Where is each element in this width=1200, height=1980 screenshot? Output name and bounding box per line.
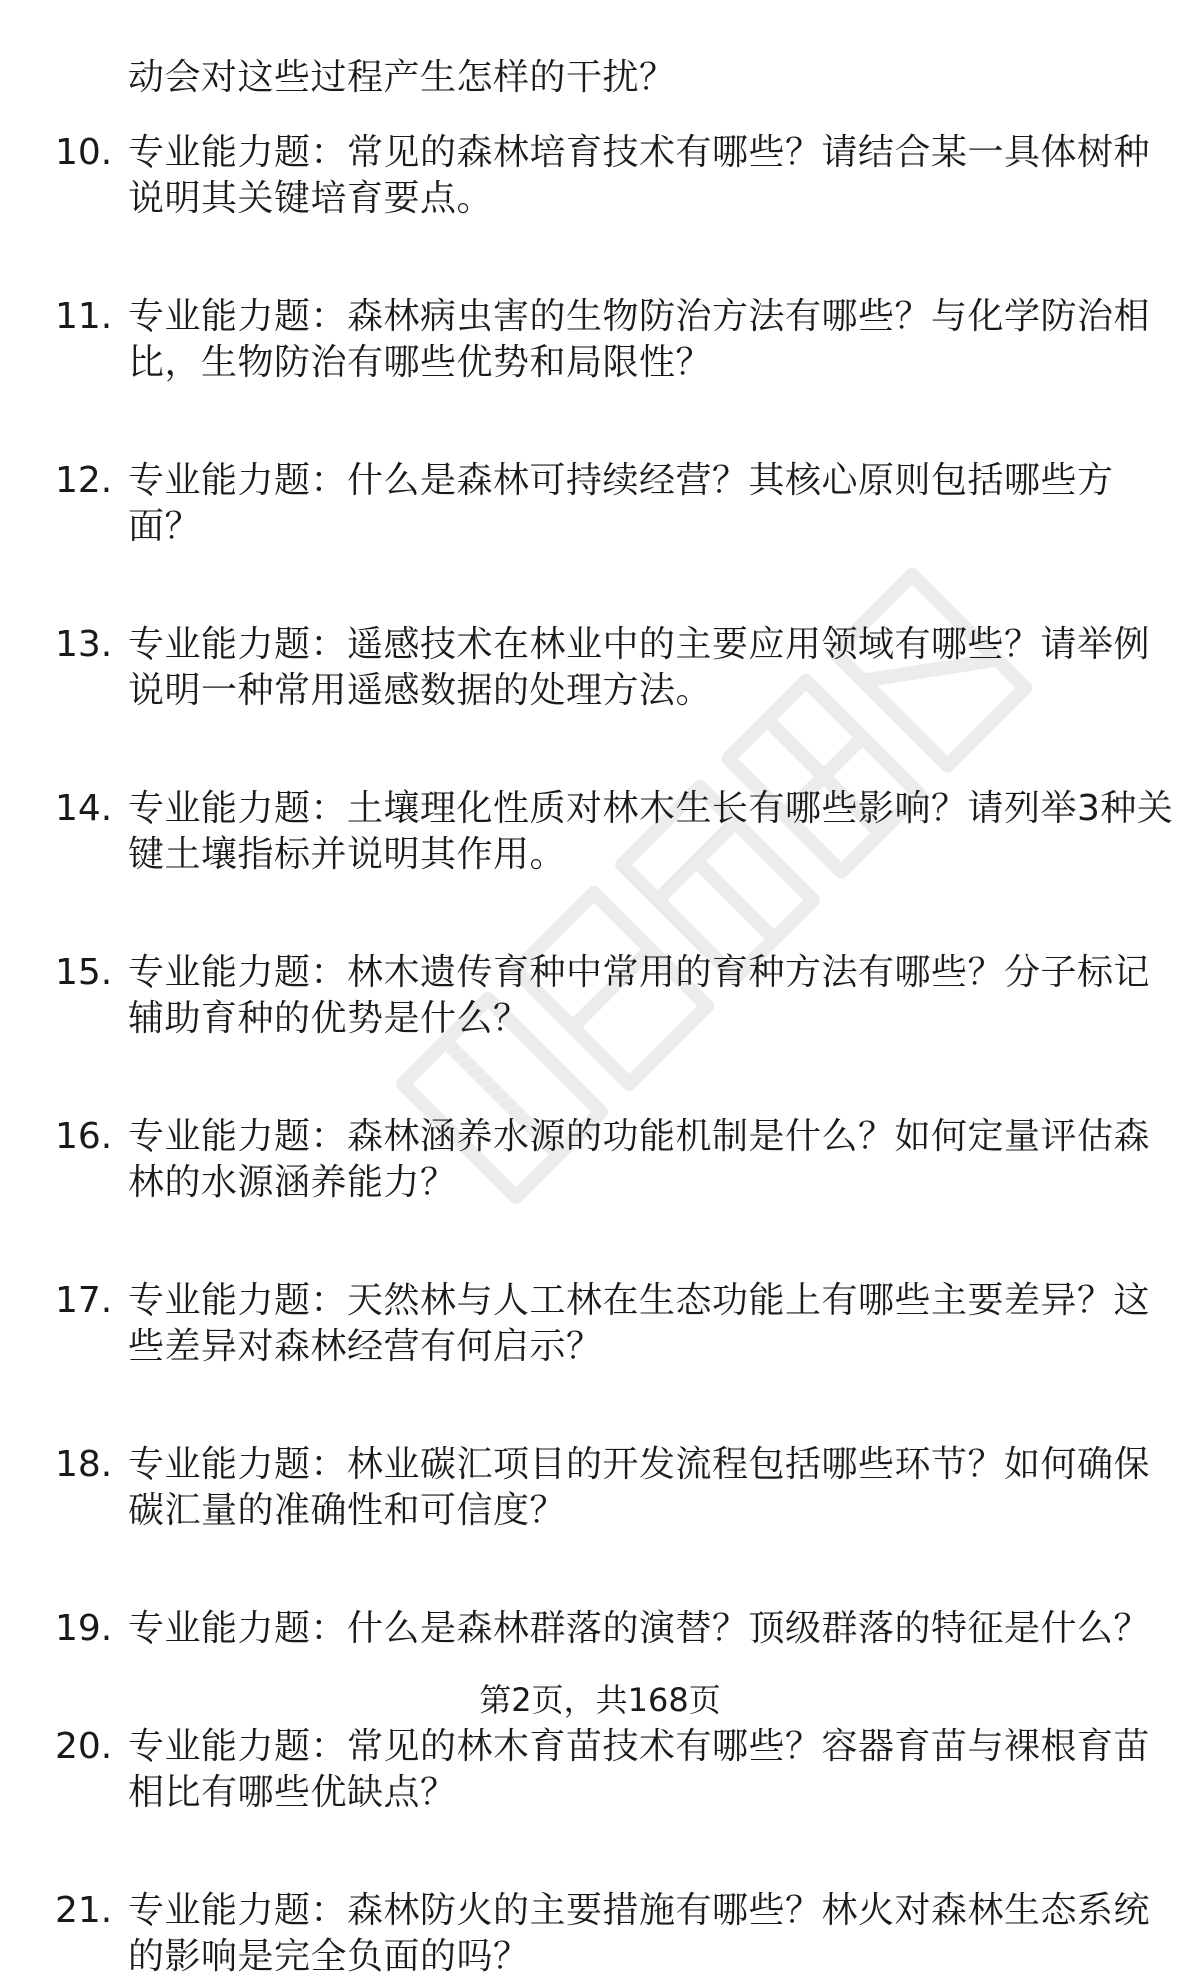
item-text-line: 专业能力题：森林防火的主要措施有哪些？林火对森林生态系统	[128, 1890, 1151, 1931]
item-number: 12.	[55, 460, 113, 501]
item-text-line: 些差异对森林经营有何启示？	[128, 1326, 603, 1367]
item-text-line: 面？	[128, 506, 202, 547]
item-number: 20.	[55, 1726, 113, 1767]
item-text-line: 说明一种常用遥感数据的处理方法。	[128, 670, 713, 711]
item-number: 18.	[55, 1444, 113, 1485]
item-text-line: 键土壤指标并说明其作用。	[128, 834, 567, 875]
item-text-line: 专业能力题：遥感技术在林业中的主要应用领域有哪些？请举例	[128, 624, 1151, 665]
item-text-line: 相比有哪些优缺点？	[128, 1772, 457, 1813]
item-number: 21.	[55, 1890, 113, 1931]
item-number: 15.	[55, 952, 113, 993]
item-text-line: 专业能力题：天然林与人工林在生态功能上有哪些主要差异？这	[128, 1280, 1151, 1321]
item-number: 17.	[55, 1280, 113, 1321]
item-number: 16.	[55, 1116, 113, 1157]
item-text-line: 说明其关键培育要点。	[128, 178, 494, 219]
item-text-line: 专业能力题：林木遗传育种中常用的育种方法有哪些？分子标记	[128, 952, 1151, 993]
item-text-line: 专业能力题：常见的森林培育技术有哪些？请结合某一具体树种	[128, 132, 1151, 173]
item-text-line: 比，生物防治有哪些优势和局限性？	[128, 342, 713, 383]
item-number: 13.	[55, 624, 113, 665]
item-text-line: 专业能力题：常见的林木育苗技术有哪些？容器育苗与裸根育苗	[128, 1726, 1151, 1767]
item-text-line: 专业能力题：森林涵养水源的功能机制是什么？如何定量评估森	[128, 1116, 1151, 1157]
item-text-line: 专业能力题：林业碳汇项目的开发流程包括哪些环节？如何确保	[128, 1444, 1151, 1485]
item-text-line: 专业能力题：森林病虫害的生物防治方法有哪些？与化学防治相	[128, 296, 1151, 337]
page-footer: 第2页，共168页	[479, 1681, 721, 1719]
item-text-line: 专业能力题：什么是森林群落的演替？顶级群落的特征是什么？	[128, 1608, 1151, 1649]
item-number: 11.	[55, 296, 113, 337]
item-text-line: 碳汇量的准确性和可信度？	[128, 1490, 567, 1531]
item-text-line: 辅助育种的优势是什么？	[128, 998, 530, 1039]
item-text-line: 专业能力题：什么是森林可持续经营？其核心原则包括哪些方	[128, 460, 1114, 501]
continuation-line: 动会对这些过程产生怎样的干扰？	[128, 57, 676, 98]
item-text-line: 林的水源涵养能力？	[128, 1162, 457, 1203]
item-number: 10.	[55, 132, 113, 173]
item-number: 14.	[55, 788, 113, 829]
item-text-line: 的影响是完全负面的吗？	[128, 1936, 530, 1977]
item-number: 19.	[55, 1608, 113, 1649]
item-text-line: 专业能力题：土壤理化性质对林木生长有哪些影响？请列举3种关	[128, 788, 1174, 829]
